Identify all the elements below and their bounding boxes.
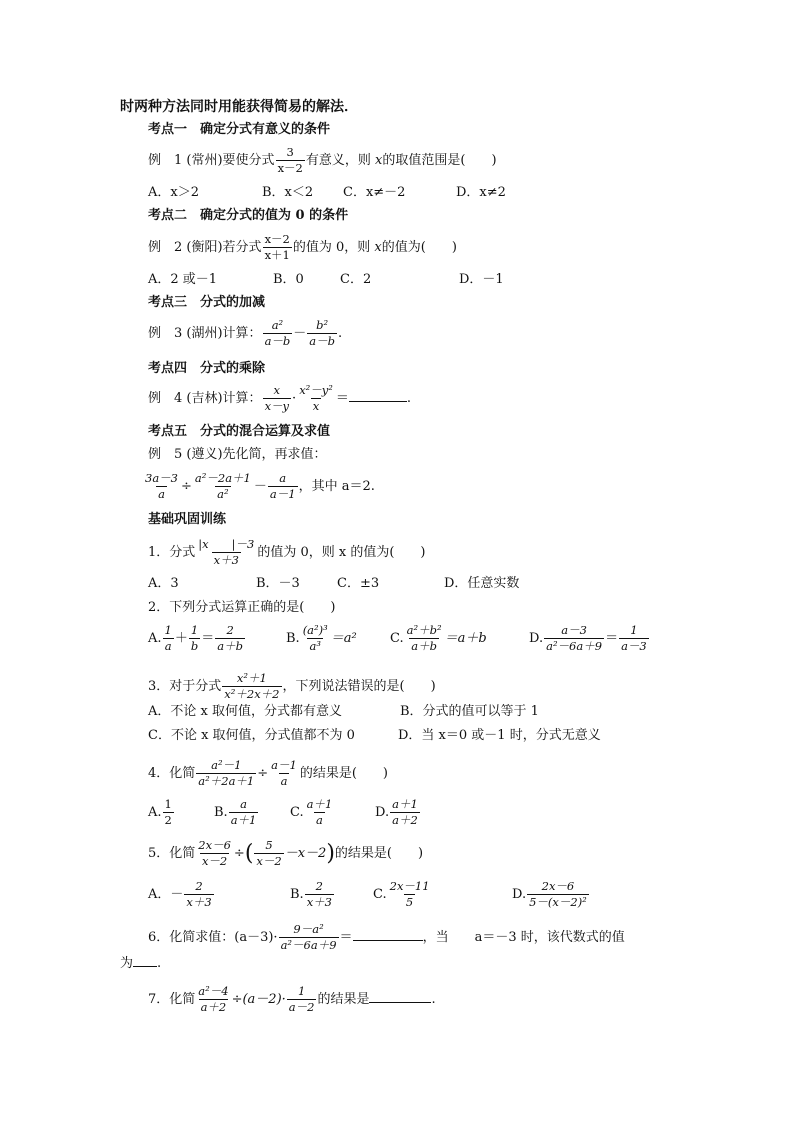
ex1-option-d: D．x≠2: [456, 185, 506, 200]
q2-option-c: [390, 624, 487, 653]
ex3-f2-den: a－b: [309, 334, 336, 348]
q2-a-eq: ＝: [201, 631, 215, 646]
example-1: [148, 146, 497, 175]
q5-c-den: 5: [405, 895, 414, 909]
ex5-fraction-1: [143, 472, 180, 501]
q4-d-den: a＋2: [392, 813, 418, 827]
ex5-f2-den: a²: [217, 487, 229, 501]
q1-fraction: [196, 538, 256, 567]
q7-op: ÷(a－2)·: [231, 992, 286, 1007]
q5-right-paren: ): [326, 841, 335, 866]
q4-option-b: [214, 798, 259, 827]
q5-a-num: 2: [195, 879, 203, 893]
q3-prefix: 3．对于分式: [148, 679, 222, 694]
q2-option-a: [148, 624, 246, 653]
ex2-var: x: [374, 240, 382, 255]
kp3-heading: 考点三 分式的加减: [148, 295, 266, 310]
question-4: [148, 759, 388, 788]
q7-end: .: [431, 992, 436, 1007]
q4-c-label: C.: [290, 805, 304, 820]
section-heading: 基础巩固训练: [148, 512, 227, 527]
ex5-f3-num: a: [279, 471, 287, 485]
q5-option-b: [290, 880, 335, 909]
q7-f1-num: a²－4: [198, 984, 229, 998]
q2-d-f1-num: a－3: [561, 623, 587, 637]
example-4: [148, 384, 411, 413]
q2-b-den: a³: [309, 639, 321, 653]
q5-left-paren: (: [244, 841, 254, 866]
q5-fraction-2: [254, 839, 283, 868]
ex4-fraction-2: [297, 384, 335, 413]
ex3-f2-num: b²: [316, 318, 329, 332]
q2-a-plus: ＋: [174, 631, 188, 646]
q3-option-c: C．不论 x 取何值，分式值都不为 0: [148, 728, 355, 743]
q4-b-num: a: [240, 797, 247, 811]
q2-a-fraction-1: [163, 624, 174, 653]
ex2-option-c: C．2: [340, 272, 372, 287]
ex4-answer-blank[interactable]: [349, 389, 407, 402]
ex2-suffix: 的值为( ): [381, 240, 457, 255]
ex2-option-a: A．2 或－1: [148, 272, 218, 287]
q5-d-den: 5－(x－2)²: [529, 895, 587, 909]
ex3-fraction-2: [307, 319, 337, 348]
q2-d-f2-den: a－3: [621, 639, 647, 653]
ex1-den: x－2: [277, 161, 303, 175]
ex4-prefix: 例 4 (吉林)计算：: [148, 391, 262, 406]
ex5-fraction-3: [268, 472, 298, 501]
q7-f2-den: a－2: [288, 1000, 315, 1014]
q2-c-num: a²＋b²: [406, 623, 442, 637]
q4-c-den: a: [316, 813, 323, 827]
ex1-suffix: 的取值范围是( ): [382, 153, 497, 168]
q2-a-fraction-2: [189, 624, 200, 653]
ex2-fraction: [263, 233, 292, 262]
q5-c-fraction: [388, 880, 432, 909]
q5-option-a: [148, 880, 215, 909]
q4-d-fraction: [390, 798, 420, 827]
q2-option-d: [529, 624, 650, 653]
ex2-option-b: B．0: [273, 272, 304, 287]
question-7: [148, 985, 436, 1014]
q5-a-label: A．－: [148, 887, 184, 902]
q4-b-label: B.: [214, 805, 228, 820]
q4-b-den: a＋1: [230, 813, 257, 827]
ex2-option-d: D．－1: [459, 272, 504, 287]
q2-b-label: B.: [286, 631, 300, 646]
q2-a-f3-den: a＋b: [217, 639, 243, 653]
ex5-f1-num: 3a－3: [145, 471, 178, 485]
intro-text: 时两种方法同时用能获得简易的解法．: [120, 99, 358, 115]
q4-f1-den: a²＋2a＋1: [198, 774, 255, 788]
q6-prefix: 6．化简求值：(a－3)·: [148, 930, 278, 945]
q1-option-d: D．任意实数: [444, 576, 520, 591]
q1-suffix: 的值为 0，则 x 的值为( ): [257, 545, 426, 560]
q1-option-a: A．3: [148, 576, 179, 591]
q7-answer-blank[interactable]: [369, 990, 431, 1003]
q2-option-b: [286, 624, 357, 653]
ex5-op2: －: [253, 479, 267, 494]
ex2-num: x－2: [264, 232, 290, 246]
q4-f1-num: a²－1: [211, 758, 242, 772]
q5-inner: －x－2: [284, 846, 327, 861]
q2-a-fraction-3: [215, 624, 245, 653]
ex5-f3-den: a－1: [269, 487, 296, 501]
ex2-mid: 的值为 0，则: [292, 240, 371, 255]
kp4-heading: 考点四 分式的乘除: [148, 361, 266, 376]
q5-a-fraction: [184, 880, 213, 909]
q5-b-num: 2: [315, 879, 323, 893]
q4-a-label: A.: [148, 805, 162, 820]
q5-d-fraction: [527, 880, 589, 909]
q4-option-d: [375, 798, 421, 827]
ex5-op1: ÷: [181, 479, 192, 494]
q4-a-den: 2: [164, 813, 172, 827]
question-1: [148, 538, 426, 567]
ex5-suffix: ，其中 a＝2.: [298, 479, 375, 494]
q1-prefix: 1．分式: [148, 545, 196, 560]
q2-stem: 2．下列分式运算正确的是( ): [148, 600, 336, 615]
q6-answer-blank-2[interactable]: [133, 954, 157, 967]
q2-a-label: A.: [148, 631, 162, 646]
q5-f1-den: x－2: [201, 854, 228, 868]
ex3-end: .: [338, 326, 343, 341]
ex4-op: ·: [292, 391, 297, 406]
q5-c-num: 2x－11: [389, 879, 430, 893]
q7-f2-num: 1: [297, 984, 306, 998]
q4-c-num: a＋1: [306, 797, 333, 811]
q4-option-c: [290, 798, 335, 827]
q3-suffix: ，下列说法错误的是( ): [282, 679, 436, 694]
q5-op: ÷: [233, 846, 245, 861]
q4-fraction-1: [196, 759, 256, 788]
kp1-heading: 考点一 确定分式有意义的条件: [148, 122, 331, 137]
ex4-f1-den: x－y: [264, 399, 290, 413]
q7-fraction-1: [196, 985, 230, 1014]
ex4-f2-den: x: [312, 399, 320, 413]
ex1-option-a: A．x＞2: [148, 185, 199, 200]
ex4-f2-num: x²－y²: [299, 383, 333, 397]
q6-eq: ＝: [339, 930, 353, 945]
q2-b-num: (a²)³: [302, 623, 328, 637]
q7-f1-den: a＋2: [200, 1000, 227, 1014]
q2-c-eq: ＝a＋b: [444, 631, 487, 646]
q1-option-b: B．－3: [256, 576, 300, 591]
ex1-fraction: [276, 146, 305, 175]
q4-a-num: 1: [164, 797, 172, 811]
q6-line2: [120, 954, 161, 972]
q4-f2-num: a－1: [271, 758, 297, 772]
q5-suffix: 的结果是( ): [334, 846, 424, 861]
ex4-f1-num: x: [273, 383, 281, 397]
question-5: [148, 839, 423, 868]
q5-a-den: x＋3: [186, 895, 212, 909]
example-2: [148, 233, 457, 262]
ex5-fraction-2: [193, 472, 253, 501]
q5-f2-den: x－2: [256, 854, 282, 868]
ex1-mid: 有意义，则: [305, 153, 371, 168]
q4-d-num: a＋1: [392, 797, 418, 811]
ex1-num: 3: [286, 145, 294, 159]
kp5-heading: 考点五 分式的混合运算及求值: [148, 424, 331, 439]
ex5-f2-num: a²－2a＋1: [194, 471, 251, 485]
ex3-prefix: 例 3 (湖州)计算：: [148, 326, 262, 341]
question-3: [148, 672, 436, 701]
q6-num: 9－a²: [293, 922, 324, 936]
q5-prefix: 5．化简: [148, 846, 196, 861]
q2-a-f2-num: 1: [190, 623, 199, 637]
q2-b-fraction: [301, 624, 330, 653]
q6-fraction: [279, 923, 339, 952]
q5-f2-num: 5: [265, 838, 273, 852]
q7-prefix: 7．化简: [148, 992, 196, 1007]
q3-option-b: B．分式的值可以等于 1: [400, 704, 539, 719]
ex1-option-c: C．x≠－2: [343, 185, 406, 200]
q4-f2-den: a: [280, 774, 288, 788]
q5-b-den: x＋3: [306, 895, 332, 909]
q2-d-fraction-1: [544, 624, 604, 653]
q6-end: .: [157, 956, 162, 971]
q4-d-label: D.: [375, 805, 390, 820]
ex4-fraction-1: [263, 384, 291, 413]
q2-a-f2-den: b: [190, 639, 199, 653]
q7-suffix: 的结果是: [317, 992, 370, 1007]
q3-fraction: [222, 672, 281, 701]
q3-option-d: D．当 x＝0 或－1 时，分式无意义: [398, 728, 601, 743]
example-5-expression: [142, 472, 375, 501]
ex1-var: x: [375, 153, 383, 168]
ex2-den: x＋1: [264, 248, 290, 262]
ex4-eq: ＝: [335, 391, 349, 406]
q4-prefix: 4．化简: [148, 766, 196, 781]
ex4-end: .: [406, 391, 412, 406]
q3-num: x²＋1: [236, 671, 267, 685]
q5-option-c: [373, 880, 433, 909]
q5-d-num: 2x－6: [541, 879, 575, 893]
ex3-f1-num: a²: [271, 318, 284, 332]
q6-line2-text: 为: [120, 956, 134, 971]
q1-option-c: C．±3: [337, 576, 380, 591]
kp2-heading: 考点二 确定分式的值为 0 的条件: [148, 208, 349, 223]
q2-d-eq: ＝: [605, 631, 619, 646]
q5-f1-num: 2x－6: [198, 838, 231, 852]
q6-den: a²－6a＋9: [280, 938, 337, 952]
q5-c-label: C.: [373, 887, 387, 902]
q2-c-label: C.: [390, 631, 404, 646]
ex3-f1-den: a－b: [264, 334, 291, 348]
q2-c-den: a＋b: [411, 639, 437, 653]
q4-option-a: [148, 798, 175, 827]
q4-fraction-2: [269, 759, 299, 788]
q5-d-label: D.: [512, 887, 527, 902]
q6-answer-blank-1[interactable]: [353, 928, 423, 941]
q4-b-fraction: [229, 798, 259, 827]
q2-c-fraction: [405, 624, 444, 653]
q1-num: |x |－3: [198, 537, 255, 551]
q4-c-fraction: [305, 798, 335, 827]
q5-option-d: [512, 880, 590, 909]
q2-d-f1-den: a²－6a＋9: [546, 639, 603, 653]
q6-mid: ，当 a＝－3 时，该代数式的值: [422, 930, 625, 945]
q5-b-fraction: [305, 880, 334, 909]
q2-a-f1-den: a: [164, 639, 172, 653]
q2-a-f3-num: 2: [226, 623, 234, 637]
q1-den: x＋3: [213, 553, 239, 567]
ex2-prefix: 例 2 (衡阳)若分式: [148, 240, 262, 255]
q3-option-a: A．不论 x 取何值，分式都有意义: [148, 704, 342, 719]
ex5-f1-den: a: [158, 487, 165, 501]
ex3-fraction-1: [263, 319, 293, 348]
q4-suffix: 的结果是( ): [299, 766, 388, 781]
q2-d-label: D.: [529, 631, 544, 646]
q2-b-eq: ＝a²: [330, 631, 357, 646]
q2-d-f2-num: 1: [630, 623, 638, 637]
ex5-line1: 例 5 (遵义)先化简，再求值：: [148, 447, 327, 462]
q5-b-label: B.: [290, 887, 304, 902]
example-3: [148, 319, 342, 348]
q2-a-f1-num: 1: [164, 623, 172, 637]
ex3-op: －: [293, 326, 307, 341]
question-6: [148, 923, 625, 952]
ex1-option-b: B．x＜2: [262, 185, 314, 200]
q7-fraction-2: [287, 985, 317, 1014]
q2-d-fraction-2: [619, 624, 649, 653]
q4-op: ÷: [257, 766, 269, 781]
ex1-prefix: 例 1 (常州)要使分式: [148, 153, 275, 168]
q3-den: x²＋2x＋2: [224, 687, 280, 701]
q4-a-fraction: [163, 798, 174, 827]
q5-fraction-1: [196, 839, 233, 868]
